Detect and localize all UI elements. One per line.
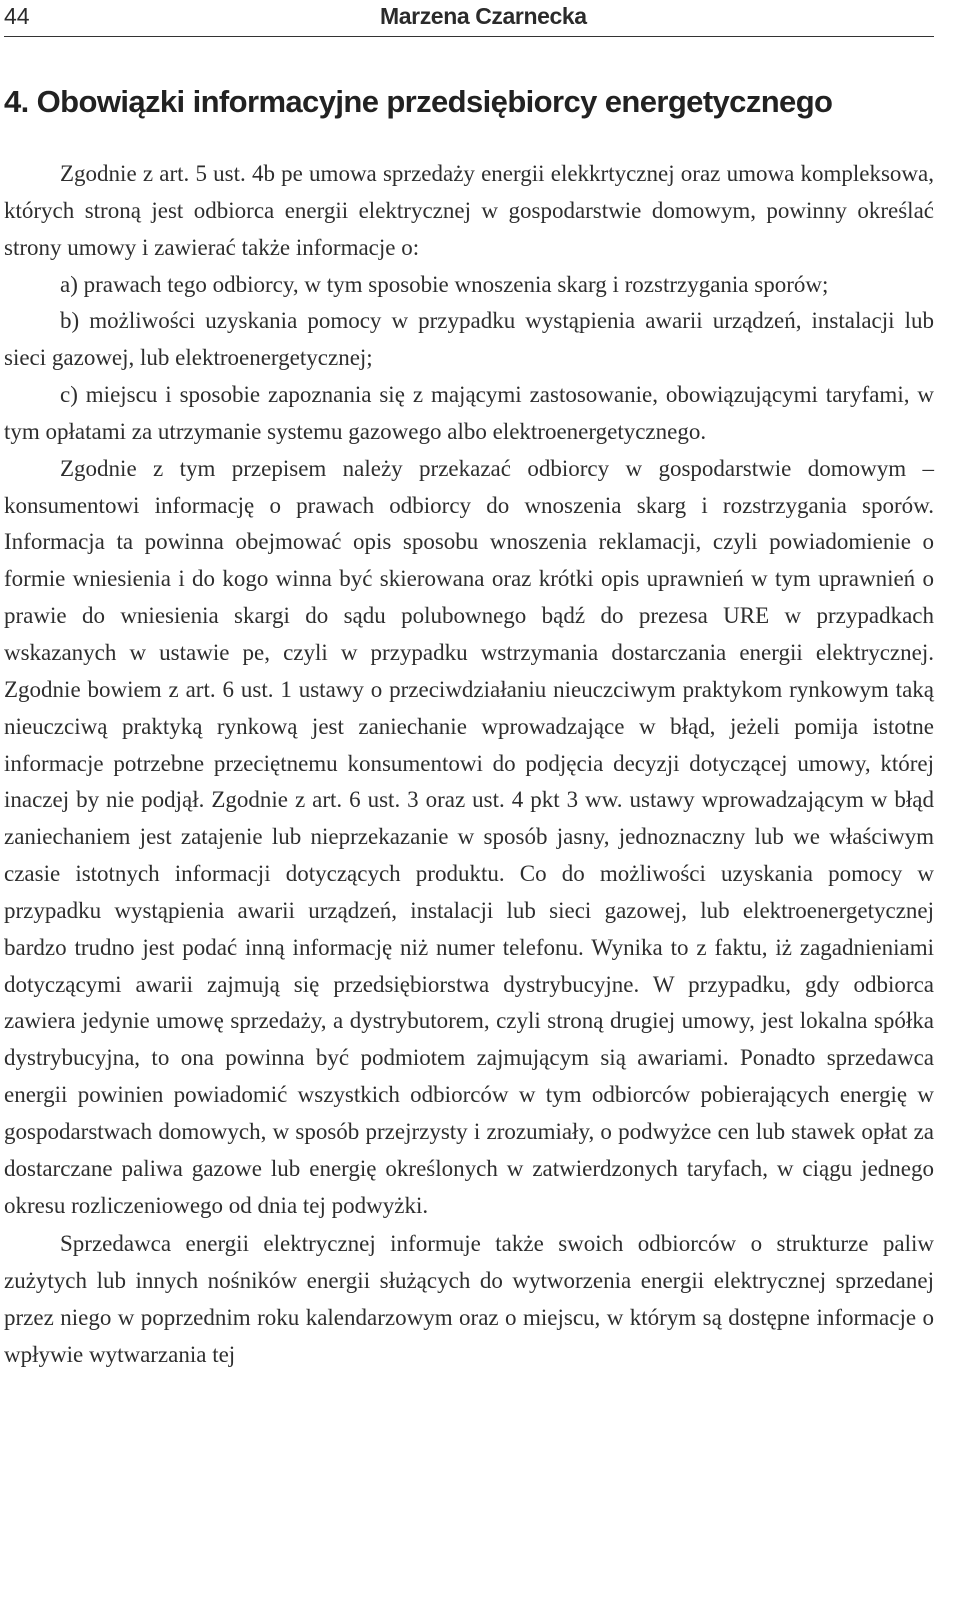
section-title: 4. Obowiązki informacyjne przedsiębiorcy energetycznego [4,84,833,119]
paragraph-2: Zgodnie z tym przepisem należy przekazać odbiorcy w gospodarstwie domowym – konsumentowi informację o prawach odbiorcy do wnoszenia skarg i rozstrzygania sporów. Informacja ta powinna obejmować opis sposobu wnoszenia reklamacji, czyli powiadomienie o formie wniesienia i do kogo winna być skierowana oraz krótki opis uprawnień w tym uprawnień o prawie do wniesienia skargi do sądu polubownego bądź do prezesa URE w przypadkach wskazanych w ustawie pe, czyli w przypadku wstrzymania dostarczania energii elektrycznej. Zgodnie bowiem z art. 6 ust. 1 ustawy o przeciwdziałaniu nieuczciwym praktykom rynkowym taką nieuczciwą praktyką rynkową jest zaniechanie wprowadzające w błąd, jeżeli pomija istotne informacje potrzebne przeciętnemu konsumentowi do podjęcia decyzji dotyczącej umowy, której inaczej by nie podjął. Zgodnie z art. 6 ust. 3 oraz ust. 4 pkt 3 ww. ustawy wprowadzającym w błąd zaniechaniem jest zatajenie lub nieprzekazanie w sposób jasny, jednoznaczny lub we właściwym czasie istotnych informacji dotyczących produktu. Co do możliwości uzyskania pomocy w przypadku wystąpienia awarii urządzeń, instalacji lub sieci gazowej, lub elektroenergetycznej bardzo trudno jest podać inną informację niż numer telefonu. Wynika to z faktu, iż zagadnieniami dotyczącymi awarii zajmują się przedsiębiorstwa dystrybucyjne. W przypadku, gdy odbiorca zawiera jedynie umowę sprzedaży, a dystrybutorem, czyli stroną drugiej umowy, jest lokalna spółka dystrybucyjna, to ona powinna być podmiotem zajmującym sią awariami. Ponadto sprzedawca energii powinien powiadomić wszystkich odbiorców w tym odbiorców pobierających energię w gospodarstwach domowych, w sposób przejrzysty i zrozumiały, o podwyżce cen lub stawek opłat za dostarczane paliwa gazowe lub energię określonych w zatwierdzonych taryfach, w ciągu jednego okresu rozliczeniowego od dnia tej podwyżki. [4,455,934,1218]
author-name: Marzena Czarnecka [380,3,587,29]
list-item-c: c) miejscu i sposobie zapoznania się z mającymi zastosowanie, obowiązującymi taryfami, w tym opłatami za utrzymanie systemu gazowego albo elektroenergetycznego. [4,382,934,444]
body-text [4,156,934,1374]
header-rule [4,36,934,37]
page-number: 44 [4,3,30,29]
list-item-b: b) możliwości uzyskania pomocy w przypadku wystąpienia awarii urządzeń, instalacji lub sieci gazowej, lub elektroenergetycznej; [4,308,934,371]
intro-paragraph: Zgodnie z art. 5 ust. 4b pe umowa sprzedaży energii elekkrtycznej oraz umowa kompleksowa, których stroną jest odbiorca energii elektrycznej w gospodarstwie domowym, powinny określać strony umowy i zawierać także informacje o: [4,161,934,260]
running-header [4,2,934,34]
list-item-a: a) prawach tego odbiorcy, w tym sposobie wnoszenia skarg i rozstrzygania sporów; [60,271,829,297]
paragraph-3: Sprzedawca energii elektrycznej informuje także swoich odbiorców o strukturze paliw zużytych lub innych nośników energii służących do wytworzenia energii elektrycznej sprzedanej przez niego w poprzednim roku kalendarzowym oraz o miejscu, w którym są dostępne informacje o wpływie wytwarzania tej [4,1231,934,1367]
